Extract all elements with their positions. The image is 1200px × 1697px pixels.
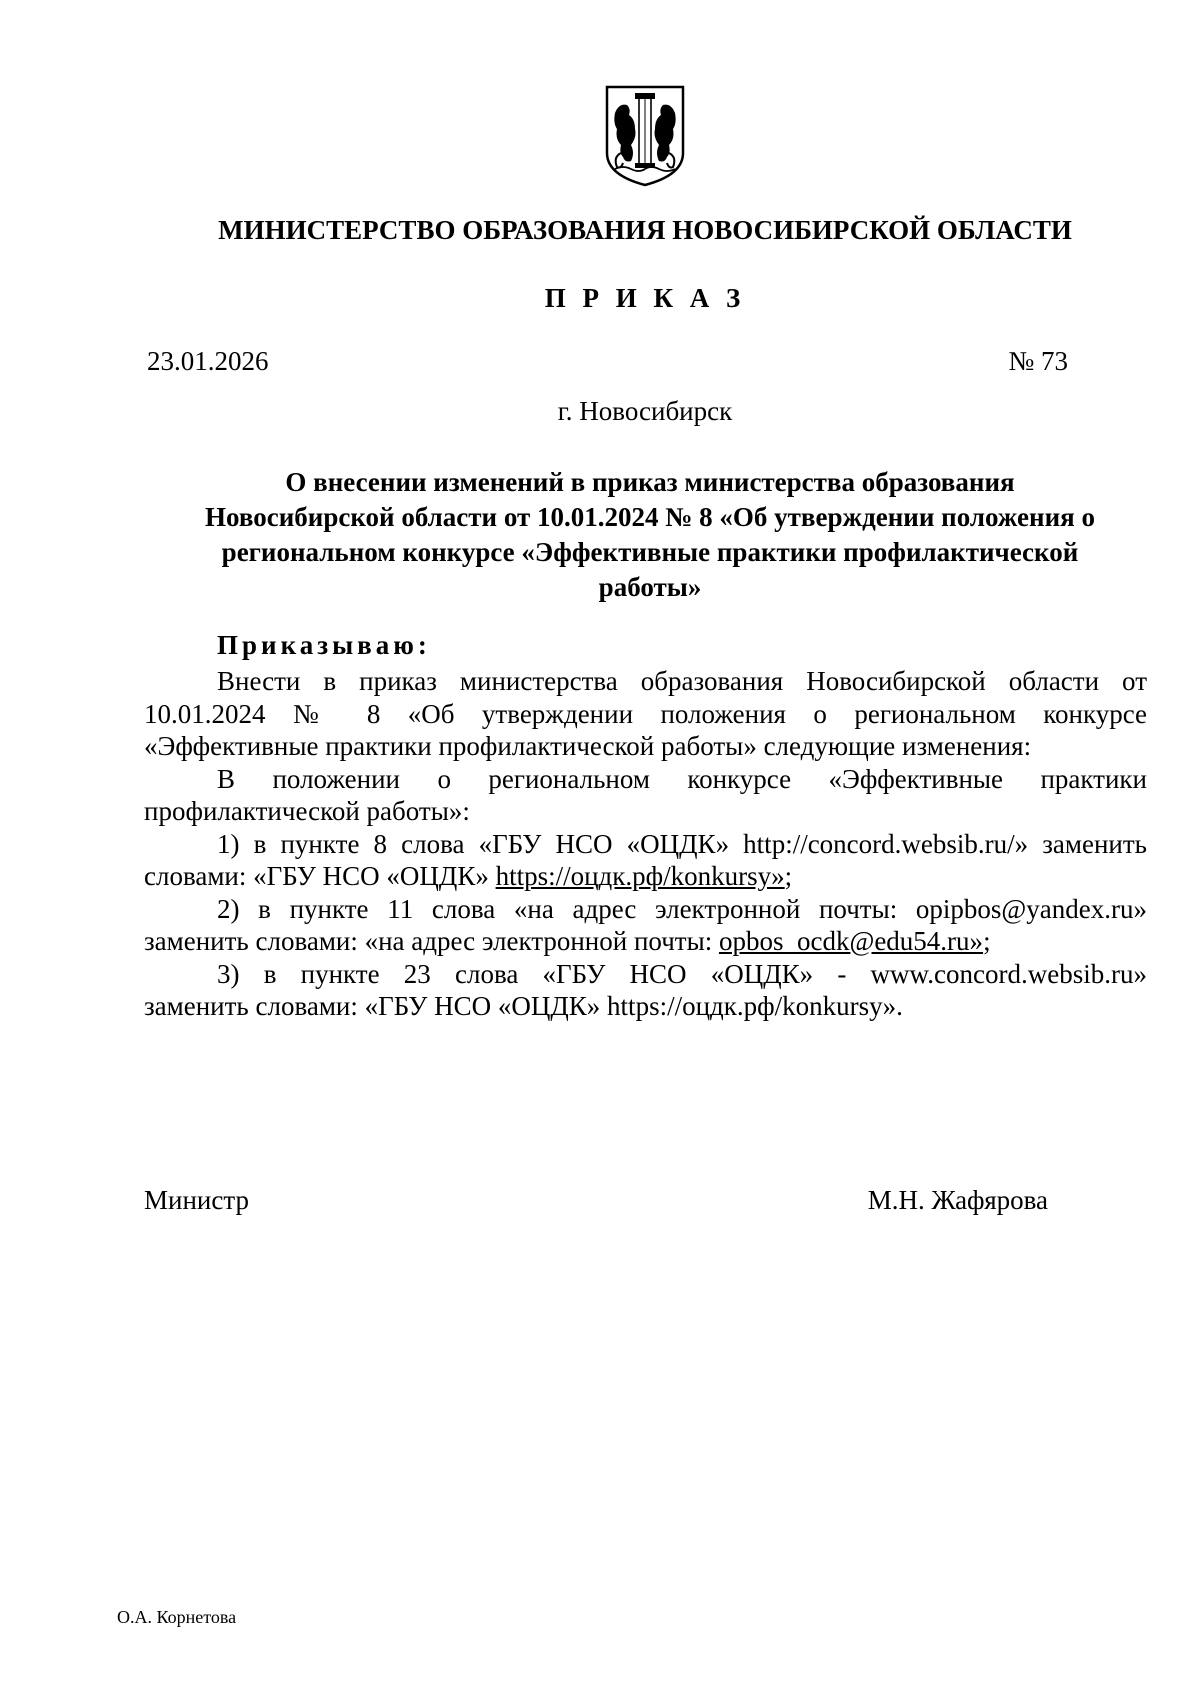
body-line: профилактической работы»: — [144, 796, 470, 826]
body-line: Внести в приказ министерства образования Новосибирской области от — [217, 666, 1147, 696]
order-number: № 73 — [1008, 346, 1068, 376]
subject-line: О внесении изменений в приказ министерства образования — [285, 467, 1015, 497]
body-line: В положении о региональном конкурсе «Эффективные практики — [217, 763, 1147, 794]
text: словами: «ГБУ НСО «ОЦДК» — [144, 861, 496, 891]
subject-line: региональном конкурсе «Эффективные практики профилактической — [221, 537, 1079, 567]
link[interactable]: https://оцдк.рф/konkursy» — [495, 861, 785, 891]
amendment-item-3: 3) в пункте 23 слова «ГБУ НСО «ОЦДК» - www.concord.websib.ru» — [217, 958, 1147, 989]
signatory-title: Министр — [144, 1185, 249, 1215]
order-body — [144, 665, 1147, 1023]
document-type: П Р И К А З — [544, 283, 746, 313]
amendment-item-3-cont: заменить словами: «ГБУ НСО «ОЦДК» https://оцдк.рф/konkursy». — [144, 991, 903, 1021]
subject-line: Новосибирской области от 10.01.2024 № 8 «Об утверждении положения о — [205, 502, 1095, 532]
body-line: «Эффективные практики профилактической работы» следующие изменения: — [144, 731, 1032, 761]
text: ; — [784, 861, 793, 891]
order-date: 23.01.2026 — [147, 346, 269, 376]
order-subject — [170, 465, 1130, 605]
amendment-item-2-cont — [144, 925, 1147, 958]
order-word: Приказываю: — [217, 630, 431, 660]
text: заменить словами: «на адрес электронной почты: — [144, 926, 719, 956]
city: г. Новосибирск — [557, 396, 733, 426]
amendment-item-1: 1) в пункте 8 слова «ГБУ НСО «ОЦДК» http://concord.websib.ru/» заменить — [217, 828, 1147, 859]
amendment-item-1-cont — [144, 860, 1147, 893]
text: ; — [983, 926, 991, 956]
subject-line: работы» — [598, 572, 702, 602]
coat-of-arms-icon — [601, 83, 689, 189]
body-line: 10.01.2024 № 8 «Об утверждении положения о региональном конкурсе — [144, 698, 1147, 729]
ministry-name: МИНИСТЕРСТВО ОБРАЗОВАНИЯ НОВОСИБИРСКОЙ ОБЛАСТИ — [218, 215, 1072, 245]
executor-name: О.А. Корнетова — [117, 1607, 237, 1627]
signatory-name: М.Н. Жафярова — [867, 1185, 1048, 1215]
amendment-item-2: 2) в пункте 11 слова «на адрес электронной почты: opipbos@yandex.ru» — [217, 893, 1147, 924]
email-link[interactable]: opbos_ocdk@edu54.ru» — [718, 926, 984, 956]
